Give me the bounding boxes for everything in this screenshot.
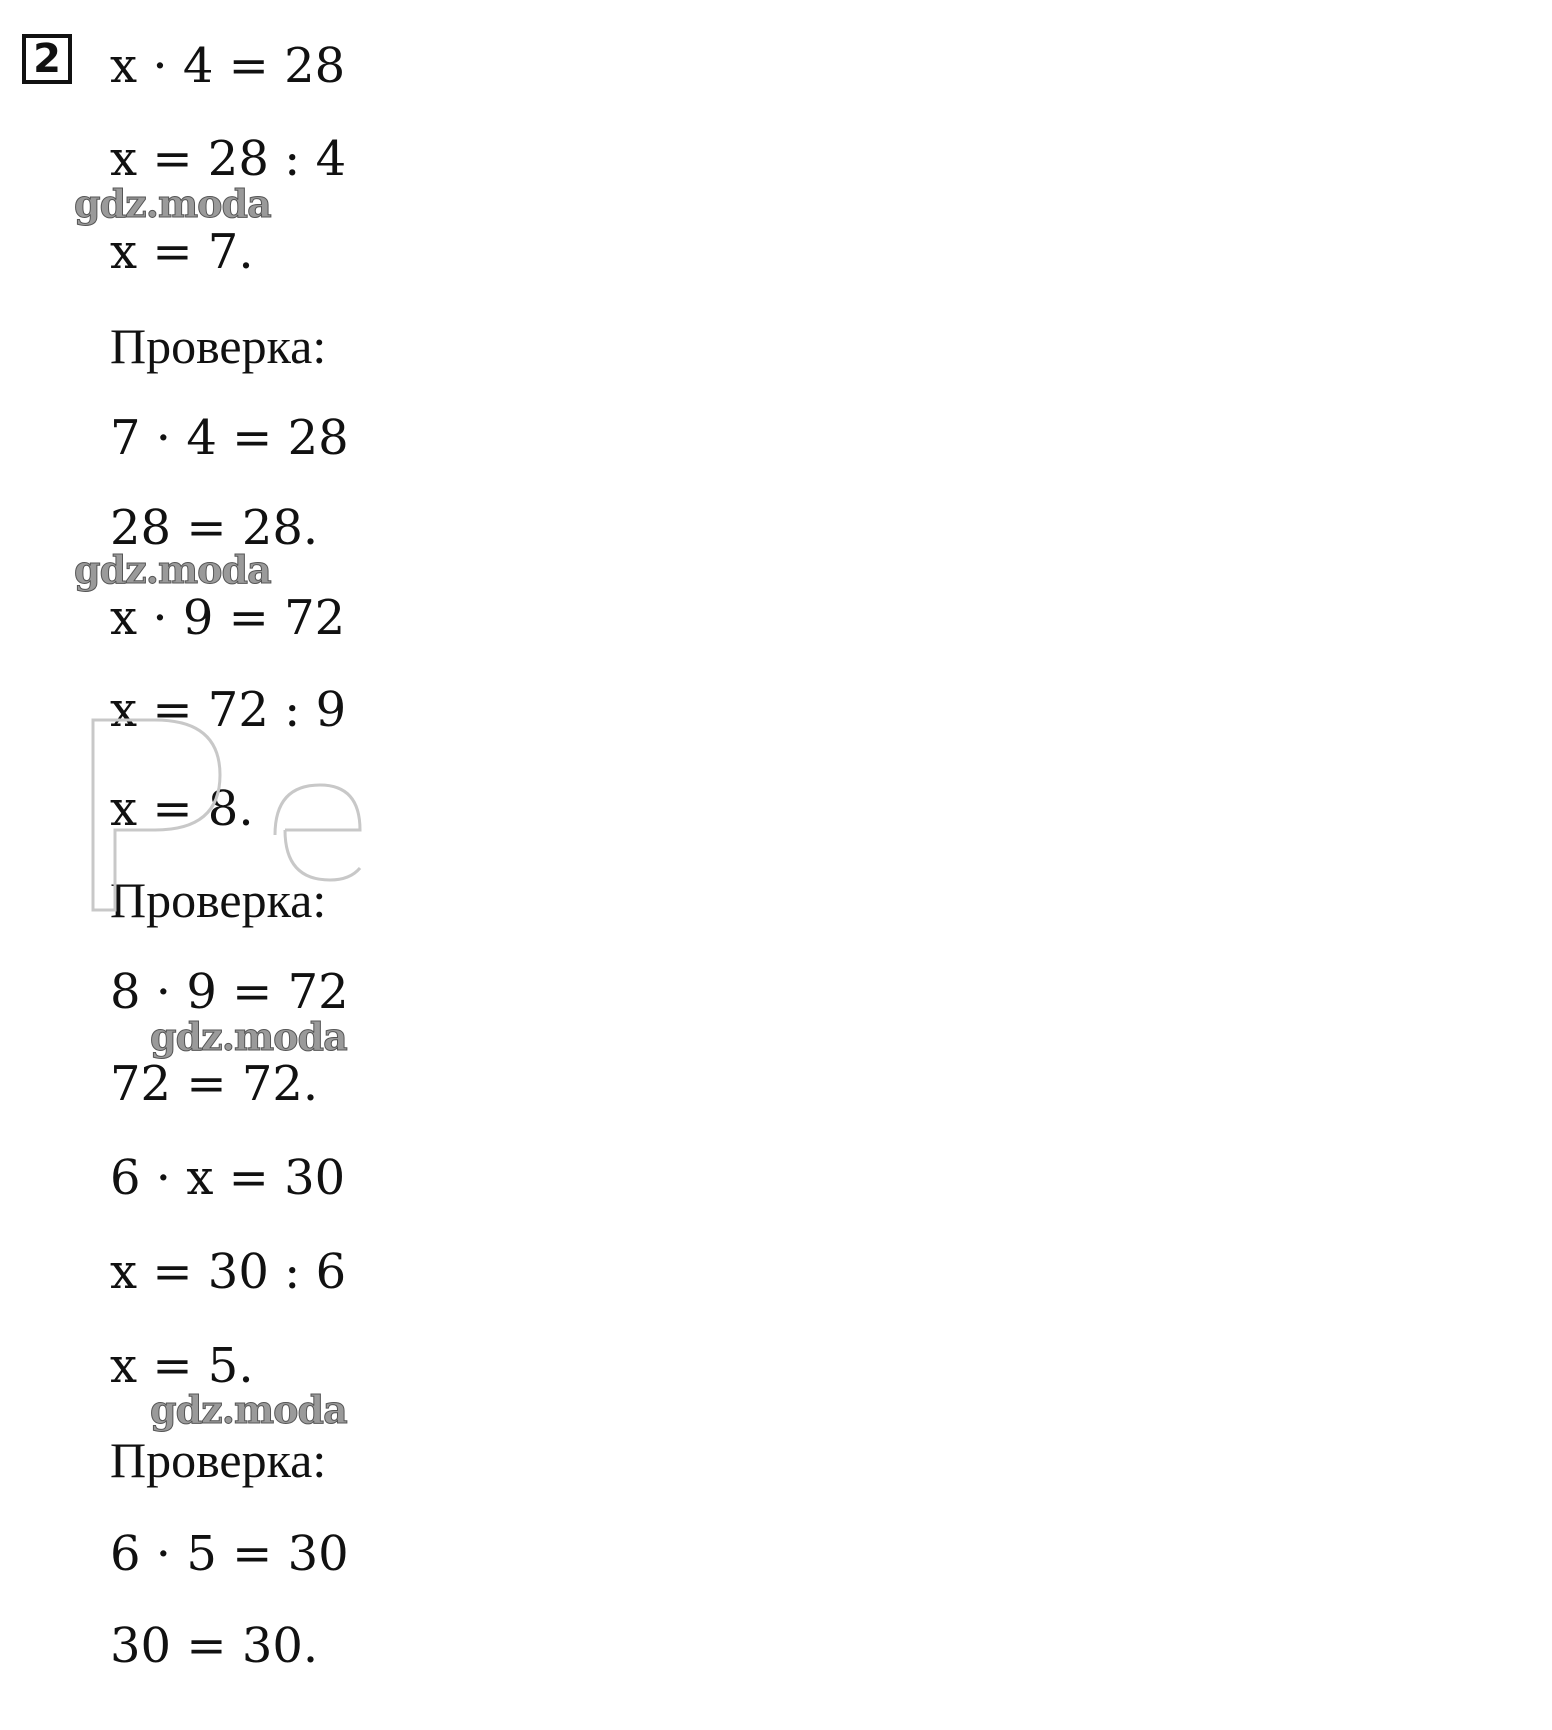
equation-line: x = 30 : 6	[110, 1244, 347, 1300]
equation-line: x = 7.	[110, 224, 254, 280]
equation-line: 8 · 9 = 72	[110, 964, 349, 1020]
watermark: gdz.moda	[150, 1014, 347, 1059]
watermark: gdz.moda	[74, 547, 271, 592]
check-label: Проверка:	[110, 1432, 327, 1488]
equation-line: x · 9 = 72	[110, 590, 346, 646]
equation-line: 7 · 4 = 28	[110, 410, 349, 466]
equation-line: 30 = 30.	[110, 1618, 319, 1674]
equation-line: 6 · 5 = 30	[110, 1526, 349, 1582]
equation-line: 72 = 72.	[110, 1056, 319, 1112]
check-label: Проверка:	[110, 872, 327, 928]
check-label: Проверка:	[110, 318, 327, 374]
equation-line: x = 72 : 9	[110, 682, 347, 738]
task-number-box: 2	[22, 34, 72, 84]
watermark: gdz.moda	[150, 1387, 347, 1432]
watermark: gdz.moda	[74, 181, 271, 226]
logo-watermark-icon	[85, 700, 365, 940]
equation-line: x = 5.	[110, 1338, 254, 1394]
equation-line: x · 4 = 28	[110, 38, 346, 94]
equation-line: 6 · x = 30	[110, 1150, 346, 1206]
equation-line: x = 28 : 4	[110, 131, 347, 187]
equation-line: x = 8.	[110, 781, 254, 837]
equation-line: 28 = 28.	[110, 500, 319, 556]
